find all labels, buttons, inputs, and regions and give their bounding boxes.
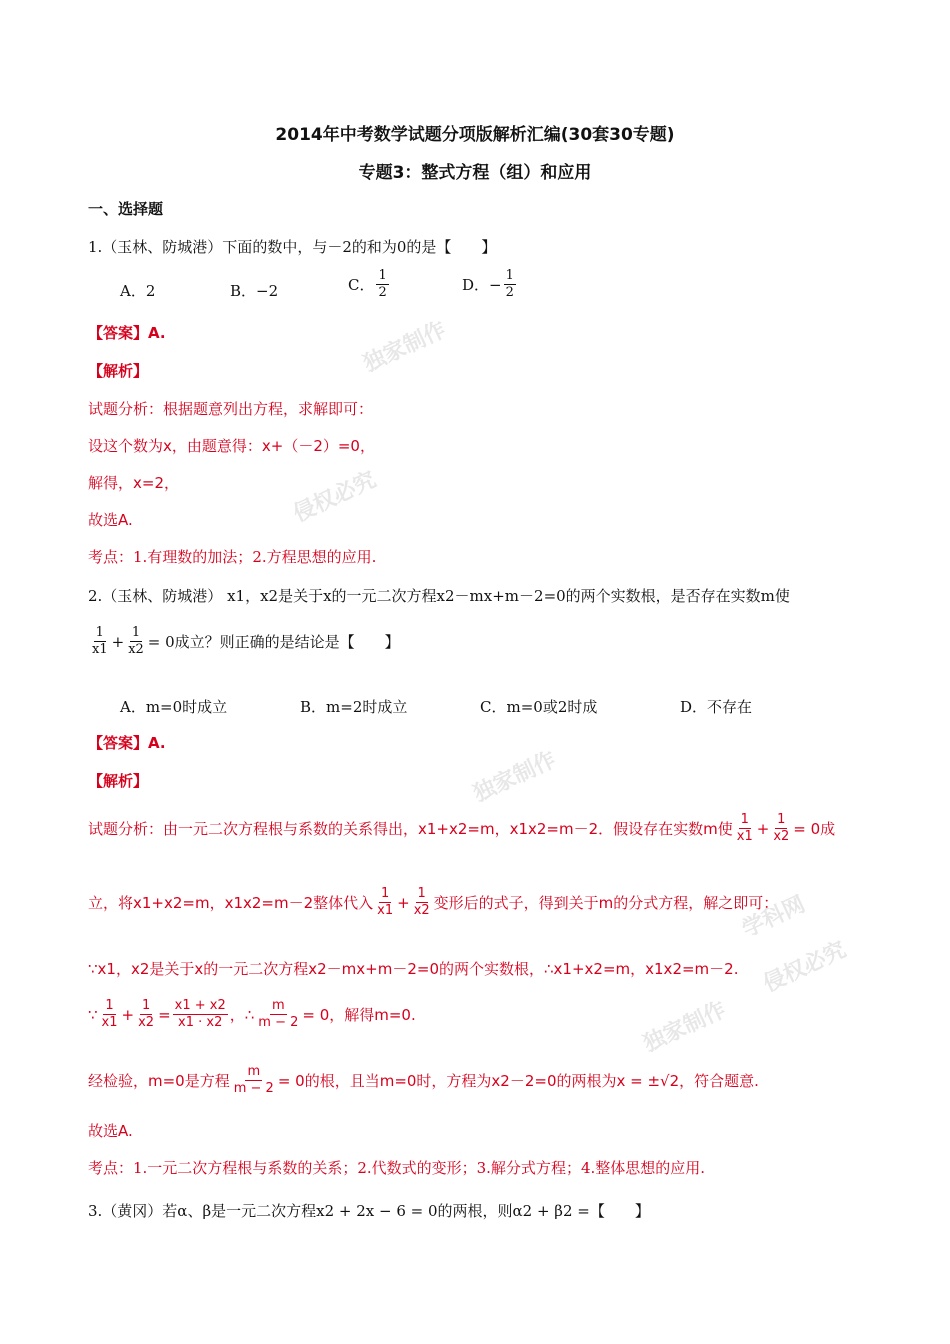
q1-analysis-line: 试题分析：根据题意列出方程，求解即可： — [88, 400, 374, 418]
q2-option-d: D．不存在 — [680, 698, 753, 716]
q2-stem: 2.（玉林、防城港） x1，x2是关于x的一元二次方程x2－mx+m－2=0的两个实数根，是否存在实数m使 — [88, 587, 790, 605]
q2-analysis-line1: 试题分析：由一元二次方程根与系数的关系得出，x1+x2=m，x1x2=m－2．假设存在实数m使 $\frac{1}{x1}$ + $\frac{1}{x2}$ = 0成 — [88, 812, 836, 844]
q3-stem: 3.（黄冈）若α、β是一元二次方程x2 + 2x − 6 = 0的两根，则α2 + β2 =【 】 — [88, 1202, 650, 1220]
q1-stem: 1.（玉林、防城港）下面的数中，与－2的和为0的是【 】 — [88, 238, 497, 256]
q2-analysis-line4: ∵ $\frac{1}{x1}$ + $\frac{1}{x2}$ = $\frac{x1 + x2}{x1 \cdot x2}$ ，∴ $\frac{m}{m - 2}$ = 0，解得m=0. — [88, 998, 416, 1030]
watermark: 独家制作 — [469, 747, 561, 808]
q2-option-a: A．m=0时成立 — [120, 698, 228, 716]
watermark: 独家制作 — [359, 317, 451, 378]
q2-stem-line2: $\frac{1}{x1}$ + $\frac{1}{x2}$ = 0成立？则正确的是结论是【 】 — [92, 625, 400, 657]
q2-analysis-label: 【解析】 — [88, 772, 149, 790]
q2-answer: 【答案】A. — [88, 734, 166, 752]
q2-option-b: B．m=2时成立 — [300, 698, 408, 716]
q1-answer: 【答案】A. — [88, 324, 166, 342]
q2-kaodian: 考点：1.一元二次方程根与系数的关系；2.代数式的变形；3.解分式方程；4.整体思想的应用. — [88, 1159, 706, 1177]
q1-analysis-line: 故选A. — [88, 511, 133, 529]
section-heading: 一、选择题 — [88, 200, 164, 218]
q1-kaodian: 考点：1.有理数的加法；2.方程思想的应用. — [88, 548, 377, 566]
q2-option-c: C．m=0或2时成 — [480, 698, 598, 716]
q1-analysis-line: 设这个数为x，由题意得：x+（－2）=0， — [88, 437, 375, 455]
q1-analysis-line: 解得，x=2， — [88, 474, 179, 492]
watermark: 侵权必究 — [759, 937, 851, 998]
q2-analysis-line6: 故选A. — [88, 1122, 133, 1140]
q1-option-c: C． $\frac{1}{2}$ — [348, 268, 387, 300]
q2-analysis-line2: 立，将x1+x2=m，x1x2=m－2整体代入 $\frac{1}{x1}$ + $\frac{1}{x2}$ 变形后的式子，得到关于m的分式方程，解之即可： — [88, 886, 779, 918]
q1-option-b: B．−2 — [230, 282, 279, 300]
q2-analysis-line5: 经检验，m=0是方程 $\frac{m}{m - 2}$ = 0的根，且当m=0时，方程为x2－2=0的两根为x = ±√2，符合题意. — [88, 1064, 759, 1096]
watermark: 学科网 — [738, 892, 810, 943]
q1-analysis-label: 【解析】 — [88, 362, 149, 380]
main-title: 2014年中考数学试题分项版解析汇编(30套30专题) — [275, 125, 675, 145]
watermark: 独家制作 — [639, 997, 731, 1058]
watermark: 侵权必究 — [289, 467, 381, 528]
q1-option-d: D．− $\frac{1}{2}$ — [462, 268, 514, 300]
q1-option-a: A．2 — [120, 282, 156, 300]
q2-analysis-line3: ∵x1，x2是关于x的一元二次方程x2－mx+m－2=0的两个实数根，∴x1+x2=m，x1x2=m－2. — [88, 960, 739, 978]
sub-title: 专题3：整式方程（组）和应用 — [358, 163, 592, 183]
